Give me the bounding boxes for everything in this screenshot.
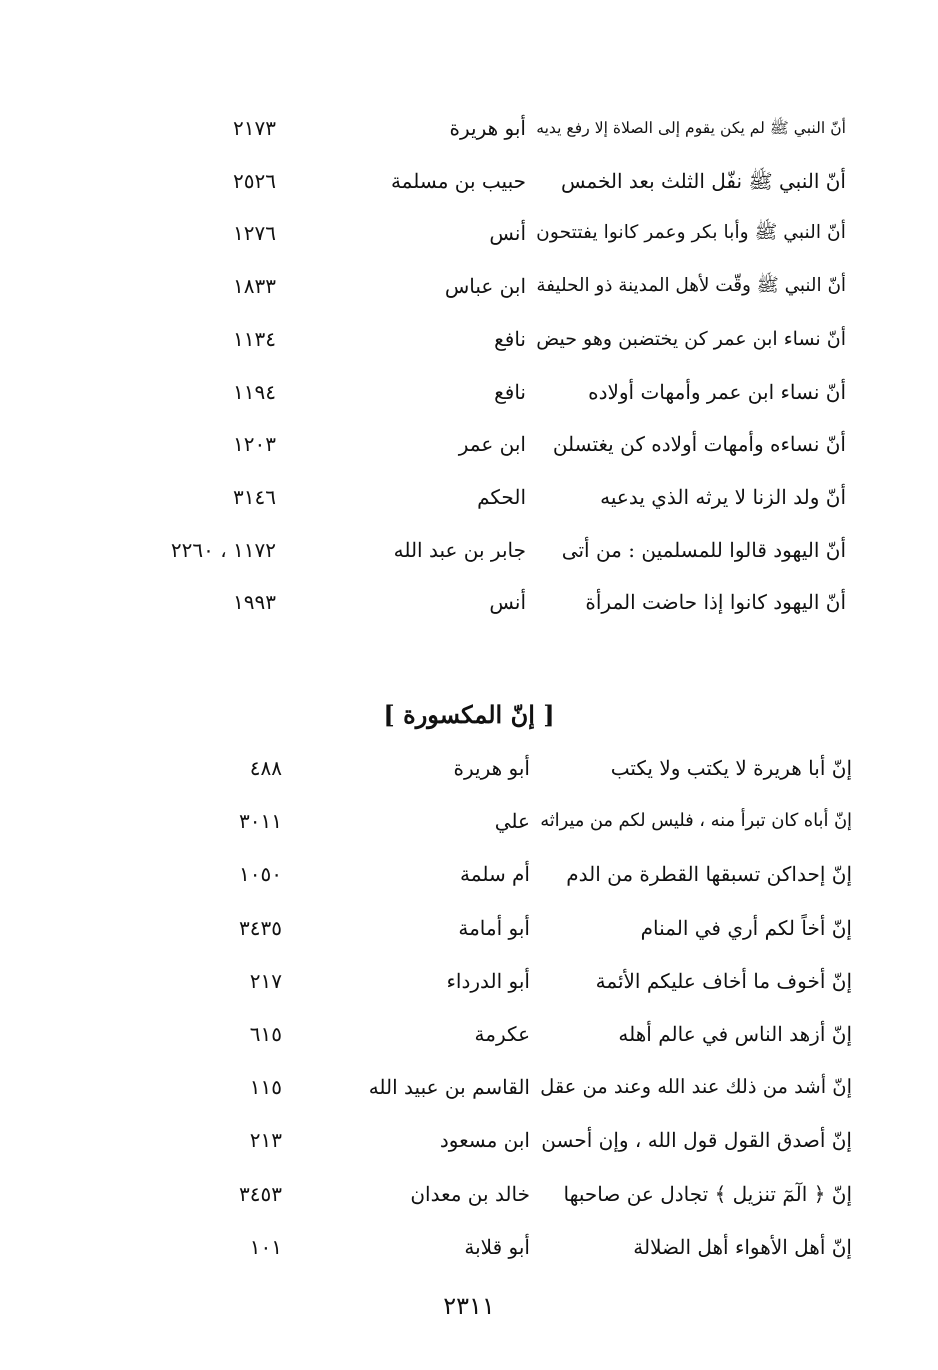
narrator-name: أم سلمة bbox=[460, 862, 530, 887]
index-entry bbox=[0, 1014, 938, 1054]
reference-number: ١١٣٤ bbox=[233, 326, 276, 351]
narrator-name: خالد بن معدان bbox=[410, 1181, 530, 1206]
index-entry bbox=[0, 748, 938, 788]
narrator-name: القاسم بن عبيد الله bbox=[368, 1075, 530, 1100]
hadith-text: إنّ أخوف ما أخاف عليكم الأئمة bbox=[595, 968, 852, 993]
index-entry bbox=[0, 908, 938, 948]
hadith-text: إنّ ﴿ الٓمٓ تنزيل ﴾ تجادل عن صاحبها bbox=[563, 1181, 852, 1206]
narrator-name: أبو قلابة bbox=[464, 1234, 530, 1259]
narrator-name: أنس bbox=[489, 590, 526, 615]
narrator-name: أبو الدرداء bbox=[446, 968, 530, 993]
index-entry bbox=[0, 319, 938, 359]
index-entry bbox=[0, 582, 938, 622]
index-entry bbox=[0, 372, 938, 412]
index-entry bbox=[0, 854, 938, 894]
index-entry bbox=[0, 477, 938, 517]
reference-number: ١٨٣٣ bbox=[233, 274, 276, 299]
hadith-text: إنّ أصدق القول قول الله ، وإن أحسن bbox=[541, 1128, 852, 1153]
hadith-text: إنّ أباه كان تبرأ منه ، فليس لكم من ميراثه bbox=[540, 811, 852, 832]
hadith-text: إنّ أهل الأهواء أهل الضلالة bbox=[633, 1234, 852, 1259]
hadith-text: إنّ أخاً لكم أري في المنام bbox=[640, 915, 852, 940]
reference-number: ١١٥ bbox=[249, 1075, 282, 1100]
index-entry bbox=[0, 266, 938, 306]
hadith-text: أنّ النبي ﷺ نفّل الثلث بعد الخمس bbox=[560, 168, 846, 193]
hadith-text: أنّ ولد الزنا لا يرثه الذي يدعيه bbox=[600, 484, 846, 509]
reference-number: ٢٥٢٦ bbox=[233, 168, 276, 193]
reference-number: ٣١٤٦ bbox=[233, 484, 276, 509]
index-entry bbox=[0, 108, 938, 148]
narrator-name: عكرمة bbox=[474, 1022, 530, 1046]
index-entry bbox=[0, 1227, 938, 1267]
hadith-text: أنّ اليهود قالوا للمسلمين : من أتى bbox=[561, 537, 846, 562]
narrator-name: ابن عباس bbox=[444, 274, 526, 299]
index-entry bbox=[0, 530, 938, 570]
index-entry bbox=[0, 424, 938, 464]
hadith-text: أنّ نساءه وأمهات أولاده كن يغتسلن bbox=[552, 432, 846, 457]
narrator-name: أبو هريرة bbox=[449, 116, 526, 140]
narrator-name: ابن مسعود bbox=[439, 1128, 530, 1153]
index-entry bbox=[0, 161, 938, 201]
hadith-text: إنّ أبا هريرة لا يكتب ولا يكتب bbox=[610, 756, 852, 780]
hadith-text: إنّ أشد من ذلك عند الله وعند من عقل bbox=[540, 1075, 852, 1099]
reference-number: ٣٠١١ bbox=[239, 809, 282, 834]
hadith-text: أنّ نساء ابن عمر وأمهات أولاده bbox=[588, 379, 846, 404]
narrator-name: نافع bbox=[494, 379, 526, 404]
reference-number: ١٩٩٣ bbox=[233, 590, 276, 615]
index-entry bbox=[0, 1067, 938, 1107]
narrator-name: علي bbox=[494, 809, 530, 834]
narrator-name: أنس bbox=[489, 221, 526, 246]
reference-number: ١٢٧٦ bbox=[233, 221, 276, 246]
reference-number: ٢١٧٣ bbox=[233, 116, 276, 140]
hadith-text: أنّ النبي ﷺ لم يكن يقوم إلى الصلاة إلا رفع يديه bbox=[536, 119, 846, 137]
hadith-text: أنّ النبي ﷺ وأبا بكر وعمر كانوا يفتتحون bbox=[536, 222, 846, 244]
reference-number: ١١٧٢ ، ٢٢٦٠ bbox=[170, 537, 276, 562]
narrator-name: أبو أمامة bbox=[458, 915, 530, 940]
reference-number: ١٠٥٠ bbox=[239, 862, 282, 887]
page-number: ٢٣١١ bbox=[443, 1292, 495, 1320]
narrator-name: نافع bbox=[494, 326, 526, 351]
reference-number: ٢١٧ bbox=[249, 968, 282, 993]
reference-number: ٤٨٨ bbox=[249, 756, 282, 780]
reference-number: ٣٤٣٥ bbox=[239, 915, 282, 940]
index-entry bbox=[0, 1120, 938, 1160]
hadith-text: إنّ إحداكن تسبقها القطرة من الدم bbox=[566, 862, 852, 887]
reference-number: ١٠١ bbox=[249, 1234, 282, 1259]
hadith-text: أنّ نساء ابن عمر كن يختضبن وهو حيض bbox=[536, 327, 846, 350]
reference-number: ١١٩٤ bbox=[233, 379, 276, 404]
reference-number: ٣٤٥٣ bbox=[239, 1181, 282, 1206]
index-entry bbox=[0, 1174, 938, 1214]
reference-number: ١٢٠٣ bbox=[233, 432, 276, 457]
reference-number: ٦١٥ bbox=[249, 1022, 282, 1046]
narrator-name: الحكم bbox=[477, 484, 526, 509]
narrator-name: جابر بن عبد الله bbox=[393, 537, 526, 562]
section-title: [ إنّ المكسورة ] bbox=[383, 700, 555, 729]
index-entry bbox=[0, 801, 938, 841]
reference-number: ٢١٣ bbox=[249, 1128, 282, 1153]
hadith-text: أنّ اليهود كانوا إذا حاضت المرأة bbox=[585, 590, 846, 615]
narrator-name: حبيب بن مسلمة bbox=[390, 168, 526, 193]
hadith-text: أنّ النبي ﷺ وقّت لأهل المدينة ذو الحليفة bbox=[536, 275, 846, 297]
hadith-text: إنّ أزهد الناس في عالم أهله bbox=[618, 1022, 852, 1046]
index-entry bbox=[0, 961, 938, 1001]
narrator-name: أبو هريرة bbox=[453, 756, 530, 780]
index-entry bbox=[0, 213, 938, 253]
narrator-name: ابن عمر bbox=[458, 432, 526, 457]
